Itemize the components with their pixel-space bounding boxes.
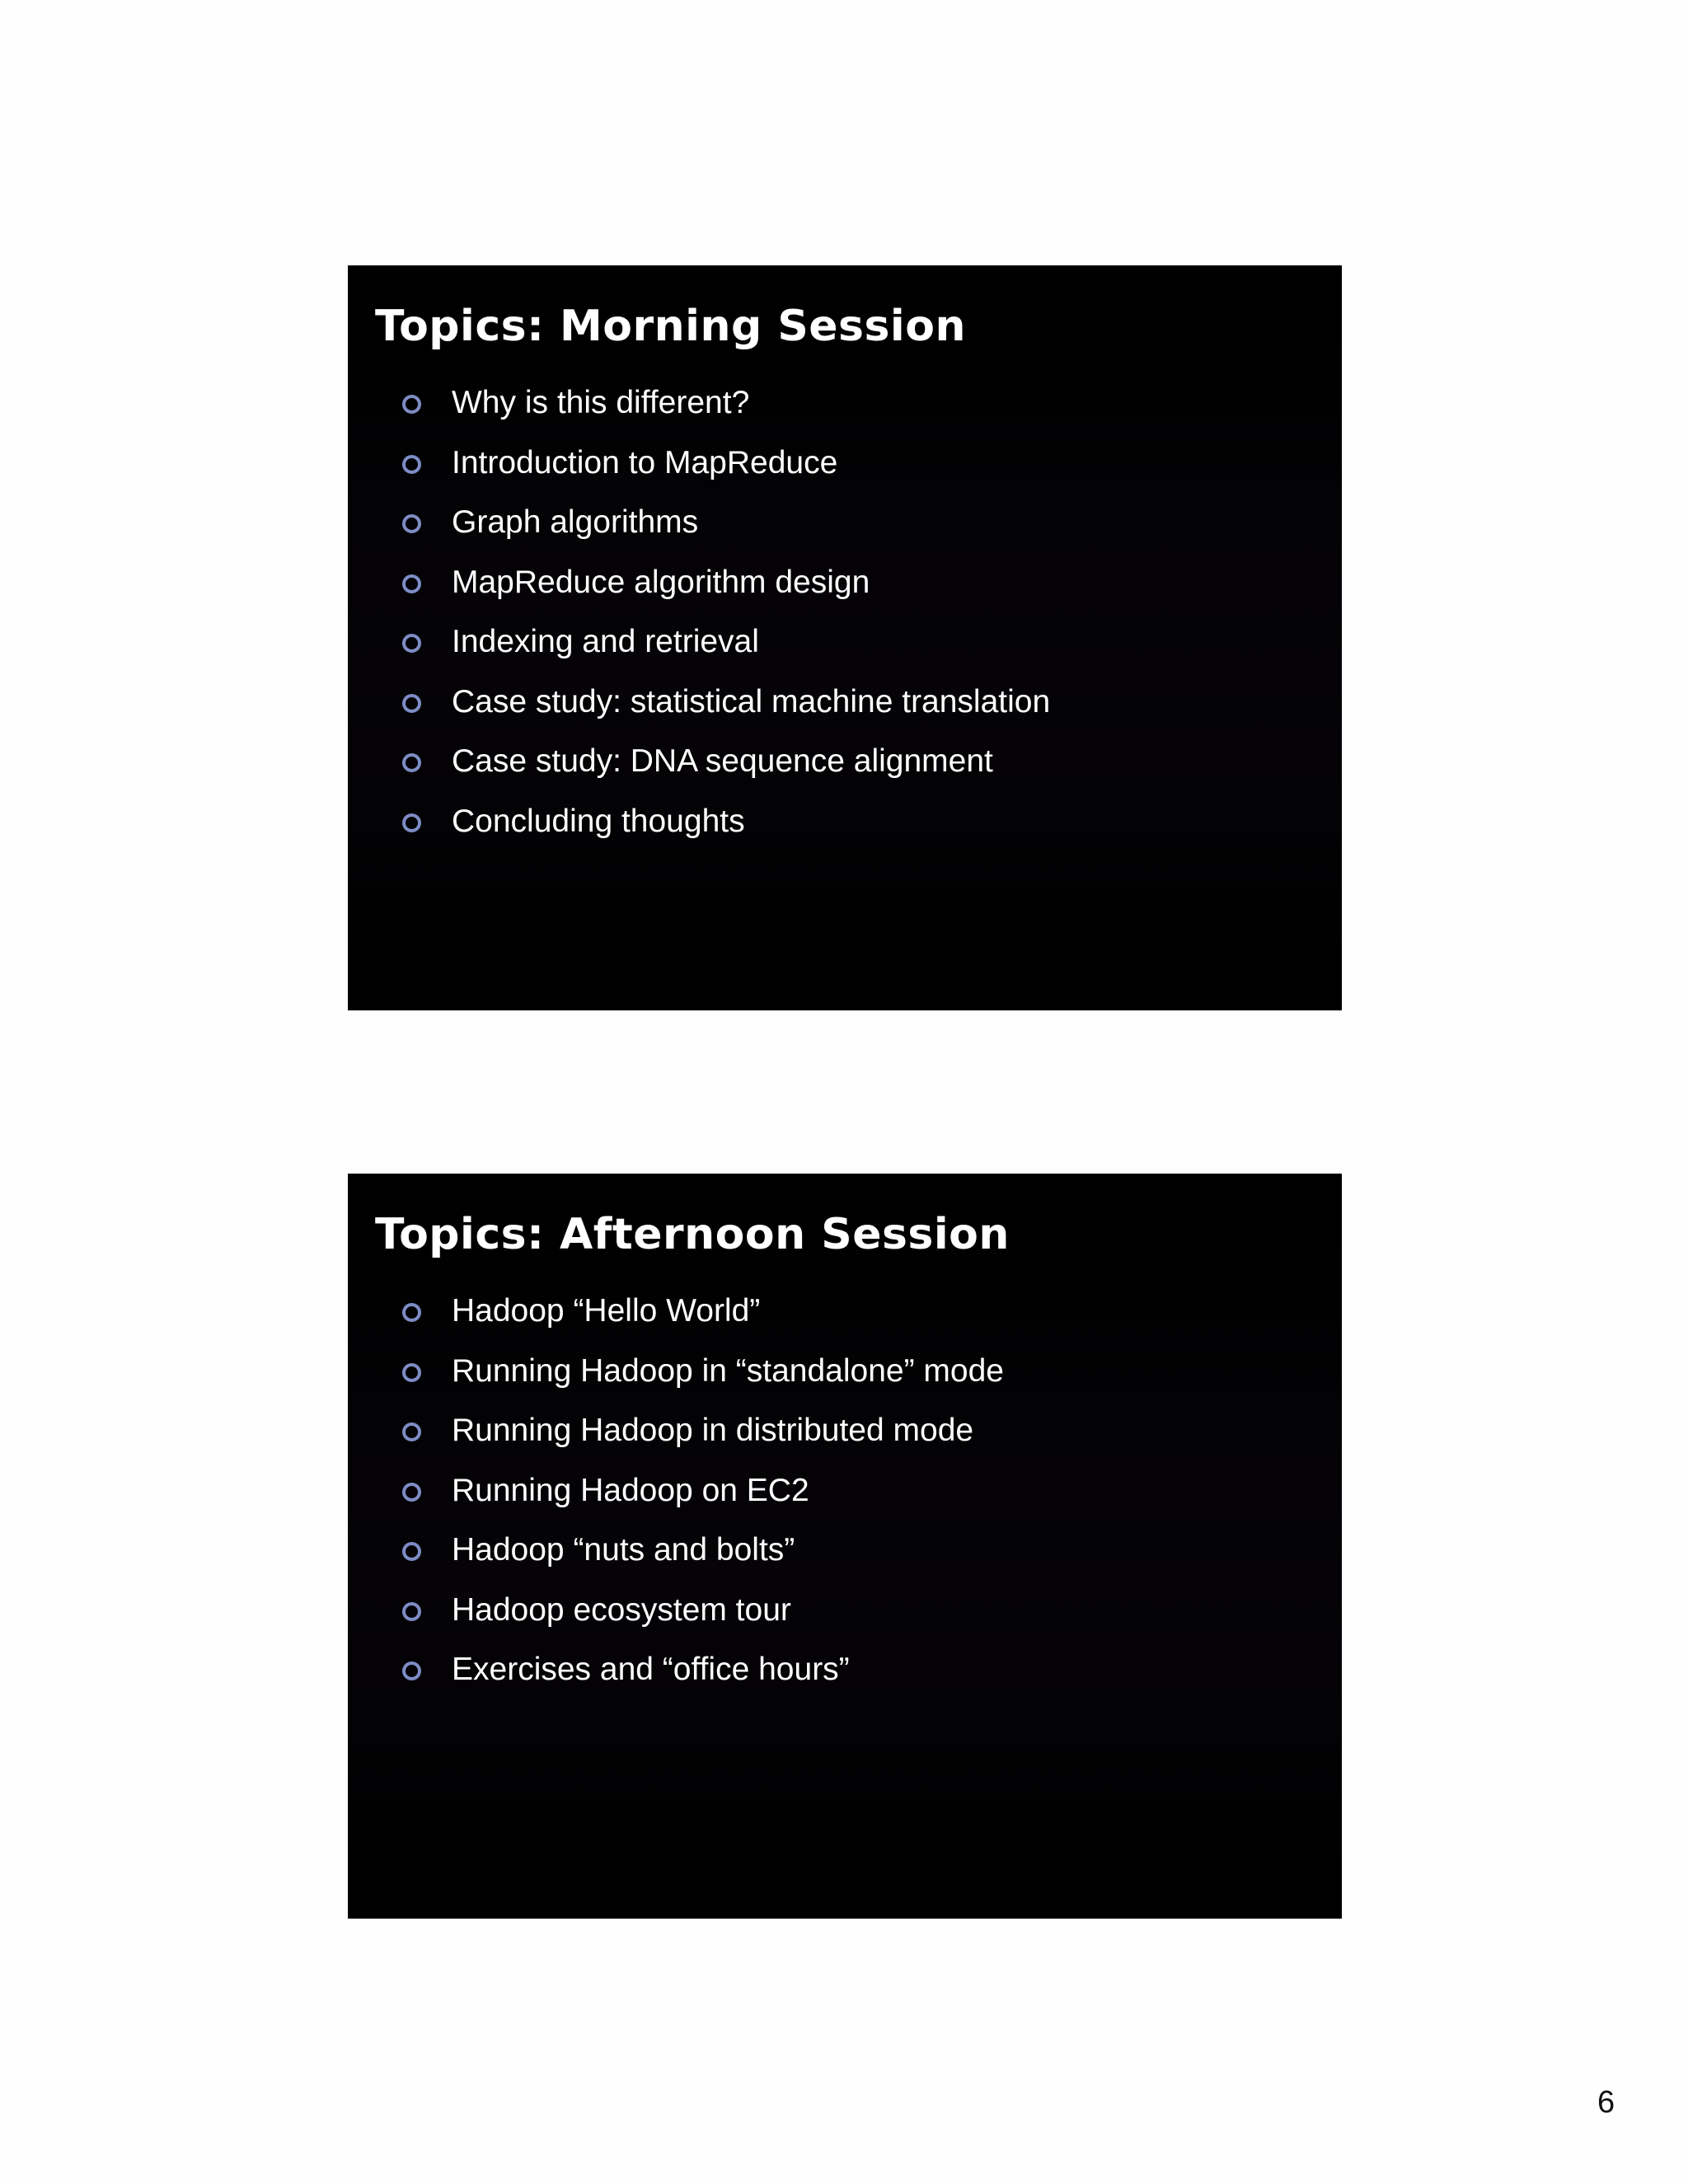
list-item xyxy=(402,624,1050,684)
list-item xyxy=(402,804,1050,864)
ring-bullet-icon xyxy=(402,1363,421,1382)
ring-bullet-icon xyxy=(402,813,421,832)
bullet-text: Introduction to MapReduce xyxy=(452,444,838,480)
list-item xyxy=(402,385,1050,445)
bullet-text: Running Hadoop on EC2 xyxy=(452,1472,809,1508)
bullet-text: Running Hadoop in “standalone” mode xyxy=(452,1352,1004,1389)
page-number: 6 xyxy=(1597,2085,1615,2120)
slide-afternoon-session xyxy=(348,1174,1342,1919)
bullet-text: Hadoop “Hello World” xyxy=(452,1293,761,1329)
bullet-text: Indexing and retrieval xyxy=(452,624,759,659)
ring-bullet-icon xyxy=(402,574,421,593)
list-item xyxy=(402,504,1050,565)
bullet-text: Concluding thoughts xyxy=(452,803,745,839)
list-item xyxy=(402,743,1050,804)
bullet-text: Case study: DNA sequence alignment xyxy=(452,743,993,779)
ring-bullet-icon xyxy=(402,1602,421,1621)
list-item xyxy=(402,1473,1004,1533)
list-item xyxy=(402,1413,1004,1473)
bullet-list xyxy=(402,385,1050,863)
slide-morning-session xyxy=(348,265,1342,1010)
ring-bullet-icon xyxy=(402,694,421,713)
bullet-text: Exercises and “office hours” xyxy=(452,1652,850,1687)
bullet-text: Case study: statistical machine translation xyxy=(452,683,1051,719)
ring-bullet-icon xyxy=(402,1661,421,1680)
bullet-text: Hadoop ecosystem tour xyxy=(452,1591,791,1628)
list-item xyxy=(402,1592,1004,1652)
ring-bullet-icon xyxy=(402,1422,421,1441)
ring-bullet-icon xyxy=(402,1542,421,1561)
slide-title: Topics: Afternoon Session xyxy=(375,1210,1010,1259)
bullet-text: Why is this different? xyxy=(452,385,750,420)
bullet-text: Graph algorithms xyxy=(452,504,699,540)
ring-bullet-icon xyxy=(402,634,421,653)
ring-bullet-icon xyxy=(402,395,421,414)
list-item xyxy=(402,1532,1004,1592)
ring-bullet-icon xyxy=(402,1483,421,1502)
list-item xyxy=(402,565,1050,625)
ring-bullet-icon xyxy=(402,1303,421,1322)
list-item xyxy=(402,684,1050,744)
bullet-text: Running Hadoop in distributed mode xyxy=(452,1413,974,1448)
list-item xyxy=(402,1353,1004,1413)
ring-bullet-icon xyxy=(402,753,421,772)
bullet-text: Hadoop “nuts and bolts” xyxy=(452,1532,795,1568)
ring-bullet-icon xyxy=(402,514,421,533)
bullet-text: MapReduce algorithm design xyxy=(452,564,870,600)
list-item xyxy=(402,445,1050,505)
bullet-list xyxy=(402,1293,1004,1712)
ring-bullet-icon xyxy=(402,455,421,474)
list-item xyxy=(402,1652,1004,1712)
list-item xyxy=(402,1293,1004,1353)
slide-title: Topics: Morning Session xyxy=(375,302,967,351)
